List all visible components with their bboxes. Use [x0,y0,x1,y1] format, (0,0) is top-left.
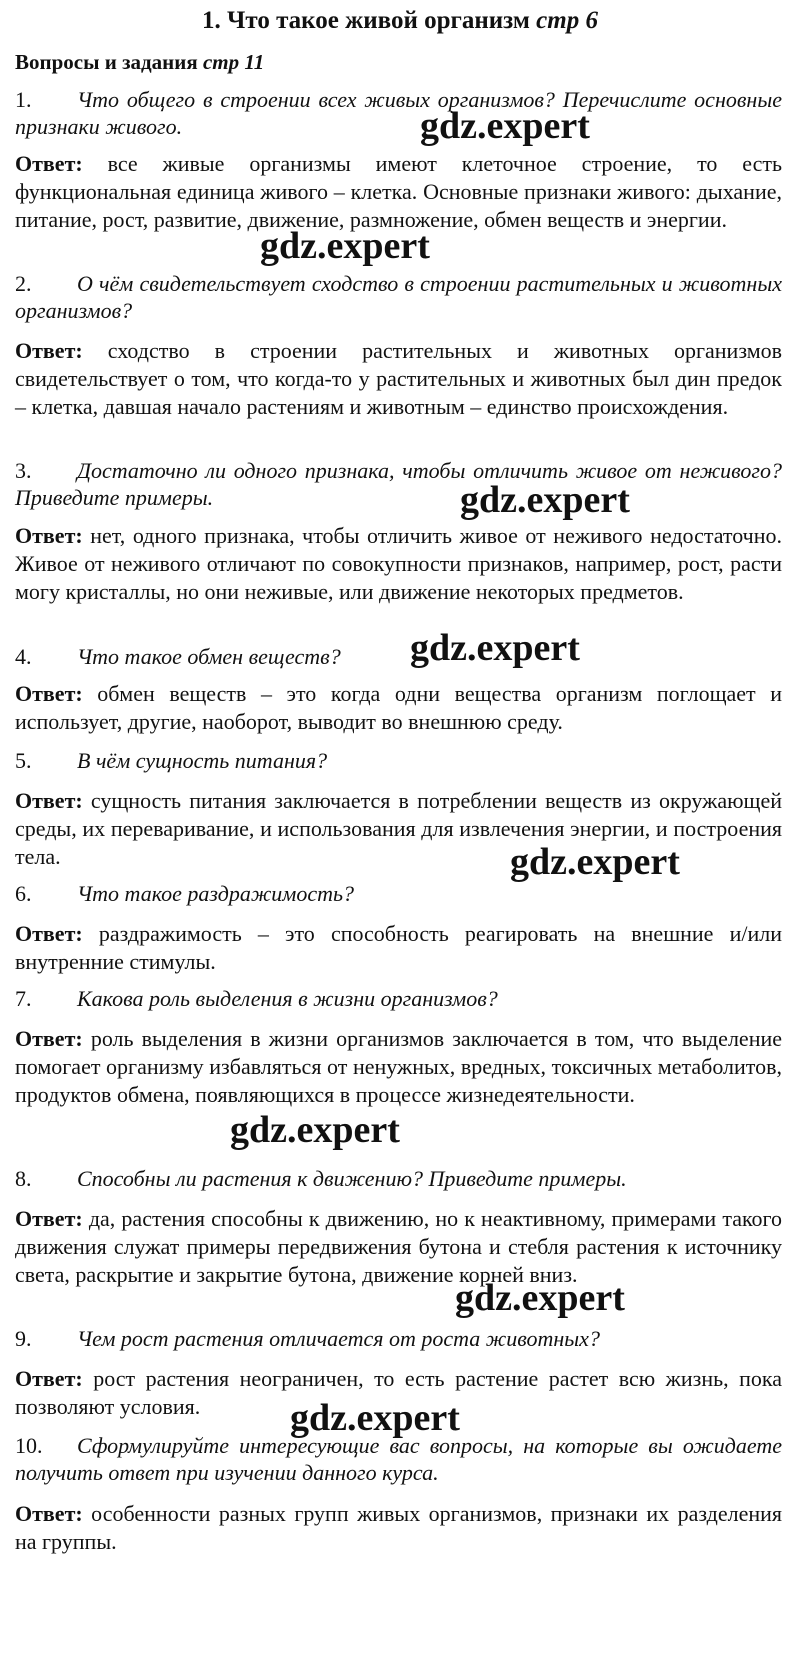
watermark-8: gdz.expert [290,1397,460,1439]
question-1: 1. Что общего в строении всех живых организмов? Перечислите основные признаки живого. [15,87,782,139]
answer-1: Ответ: все живые организмы имеют клеточное строение, то есть функциональная единица живого – клетка. Основные признаки живого: дыхание, питание, рост, развитие, движение, размножение, обмен веществ и энергии. [15,151,782,232]
watermark-3: gdz.expert [460,479,630,521]
answer-5: Ответ: сущность питания заключается в потреблении веществ из окружающей среды, их переваривание, и использования для извлечения энергии, и построения тела. [15,788,782,869]
answer-2: Ответ: сходство в строении растительных и животных организмов свидетельствует о том, что когда-то у растительных и животных был дин предок – клетка, давшая начало растениям и животным – единство происхождения. [15,338,783,419]
watermark-1: gdz.expert [420,105,590,147]
question-2: 2. О чём свидетельствует сходство в строении растительных и животных организмов? [15,271,782,323]
watermark-5: gdz.expert [510,841,680,883]
question-10: 10. Сформулируйте интересующие вас вопросы, на которые вы ожидаете получить ответ при изучении данного курса. [15,1433,782,1485]
title-text: 1. Что такое живой организм [202,7,530,34]
question-3: 3. Достаточно ли одного признака, чтобы отличить живое от неживого? Приведите примеры. [15,458,782,510]
question-5: 5. В чём сущность питания? [15,748,328,773]
section-page-ref: стр 11 [202,50,265,74]
section-text: Вопросы и задания [15,50,198,74]
question-6: 6. Что такое раздражимость? [15,881,355,906]
question-7: 7. Какова роль выделения в жизни организмов? [15,986,498,1011]
title-page-ref: стр 6 [536,7,598,34]
answer-10: Ответ: особенности разных групп живых организмов, признаки их разделения на группы. [15,1501,783,1554]
section-heading [15,48,264,76]
answer-9: Ответ: рост растения неограничен, то есть растение растет всю жизнь, пока позволяют условия. [15,1366,783,1419]
question-4: 4. Что такое обмен веществ? [15,644,341,669]
answer-8: Ответ: да, растения способны к движению, но к неактивному, примерами такого движения служат примеры передвижения бутона и стебля растения к источнику света, раскрытие и закрытие бутона, движение корней вниз. [15,1206,783,1287]
watermark-2: gdz.expert [260,225,430,267]
question-8: 8. Способны ли растения к движению? Приведите примеры. [15,1166,627,1191]
answer-4: Ответ: обмен веществ – это когда одни вещества организм поглощает и использует, другие, наоборот, выводит во внешнюю среду. [15,681,783,734]
answer-3: Ответ: нет, одного признака, чтобы отличить живое от неживого недостаточно. Живое от неживого отличают по совокупности признаков, например, рост, расти могу кристаллы, но они неживые, или движение некоторых предметов. [15,523,783,604]
answer-7: Ответ: роль выделения в жизни организмов заключается в том, что выделение помогает организму избавляться от ненужных, вредных, токсичных метаболитов, продуктов обмена, появляющихся в процессе жизнедеятельности. [15,1026,782,1107]
watermark-7: gdz.expert [455,1277,625,1319]
watermark-4: gdz.expert [410,627,580,669]
question-9: 9. Чем рост растения отличается от роста животных? [15,1326,600,1351]
page-title [0,6,800,36]
answer-6: Ответ: раздражимость – это способность реагировать на внешние и/или внутренние стимулы. [15,921,783,974]
watermark-6: gdz.expert [230,1109,400,1151]
